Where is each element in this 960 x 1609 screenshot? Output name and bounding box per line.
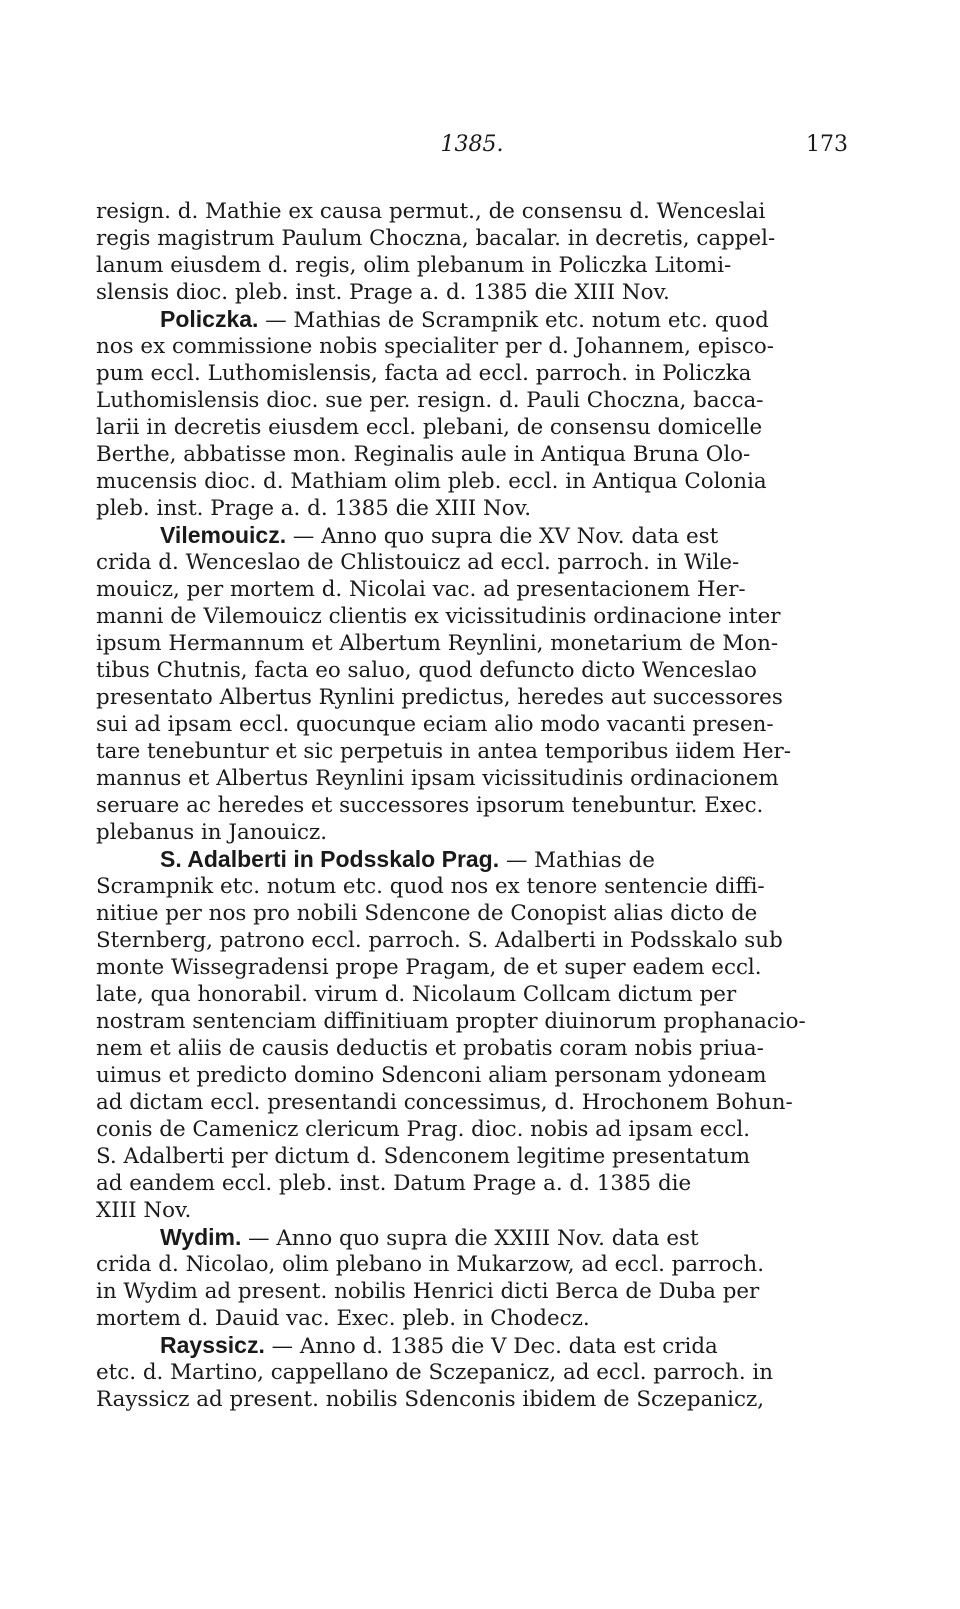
text-line <box>96 1224 848 1251</box>
line-text: pum eccl. Luthomislensis, facta ad eccl. parroch. in Policzka <box>96 361 752 386</box>
text-line <box>96 306 848 333</box>
text-line <box>96 630 848 657</box>
line-text: mucensis dioc. d. Mathiam olim pleb. eccl. in Antiqua Colonia <box>96 469 767 494</box>
line-text: — Anno quo supra die XV Nov. data est <box>286 524 719 549</box>
text-line <box>96 954 848 981</box>
text-line <box>96 603 848 630</box>
text-line <box>96 981 848 1008</box>
line-text: sui ad ipsam eccl. quocunque eciam alio modo vacanti presen- <box>96 712 774 737</box>
text-line <box>96 711 848 738</box>
line-text: uimus et predicto domino Sdenconi aliam personam ydoneam <box>96 1063 767 1088</box>
text-line <box>96 387 848 414</box>
text-line <box>96 1197 848 1224</box>
line-text: Rayssicz ad present. nobilis Sdenconis ibidem de Sczepanicz, <box>96 1387 765 1412</box>
text-line <box>96 441 848 468</box>
text-line <box>96 1143 848 1170</box>
line-text: Luthomislensis dioc. sue per. resign. d. Pauli Choczna, bacca- <box>96 388 764 413</box>
line-text: Sternberg, patrono eccl. parroch. S. Adalberti in Podsskalo sub <box>96 928 783 953</box>
text-line <box>96 819 848 846</box>
body-text <box>96 198 848 1413</box>
line-text: mortem d. Dauid vac. Exec. pleb. in Chodecz. <box>96 1306 590 1331</box>
line-text: nem et aliis de causis deductis et probatis coram nobis priua- <box>96 1036 764 1061</box>
line-text: ipsum Hermannum et Albertum Reynlini, monetarium de Mon- <box>96 631 779 656</box>
text-line <box>96 495 848 522</box>
line-text: — Mathias de Scrampnik etc. notum etc. quod <box>258 308 769 333</box>
text-line <box>96 1359 848 1386</box>
text-line <box>96 225 848 252</box>
text-line <box>96 279 848 306</box>
line-text: lanum eiusdem d. regis, olim plebanum in Policzka Litomi- <box>96 253 732 278</box>
text-line <box>96 1386 848 1413</box>
text-line <box>96 252 848 279</box>
entry-heading: Rayssicz. <box>160 1332 265 1358</box>
text-line <box>96 846 848 873</box>
line-text: slensis dioc. pleb. inst. Prage a. d. 1385 die XIII Nov. <box>96 280 670 305</box>
text-line <box>96 1062 848 1089</box>
text-line <box>96 333 848 360</box>
line-text: tibus Chutnis, facta eo saluo, quod defuncto dicto Wenceslao <box>96 658 757 683</box>
line-text: monte Wissegradensi prope Pragam, de et super eadem eccl. <box>96 955 762 980</box>
running-header <box>96 132 848 162</box>
text-line <box>96 927 848 954</box>
text-line <box>96 684 848 711</box>
line-text: in Wydim ad present. nobilis Henrici dicti Berca de Duba per <box>96 1279 760 1304</box>
line-text: crida d. Wenceslao de Chlistouicz ad eccl. parroch. in Wile- <box>96 550 740 575</box>
entry-heading: Policzka. <box>160 306 259 332</box>
line-text: ad eandem eccl. pleb. inst. Datum Prage a. d. 1385 die <box>96 1171 692 1196</box>
line-text: Berthe, abbatisse mon. Reginalis aule in Antiqua Bruna Olo- <box>96 442 751 467</box>
line-text: nitiue per nos pro nobili Sdencone de Conopist alias dicto de <box>96 901 758 926</box>
text-line <box>96 1116 848 1143</box>
line-text: mannus et Albertus Reynlini ipsam vicissitudinis ordinacionem <box>96 766 779 791</box>
line-text: — Anno d. 1385 die V Dec. data est crida <box>264 1334 718 1359</box>
text-line <box>96 522 848 549</box>
text-line <box>96 198 848 225</box>
line-text: pleb. inst. Prage a. d. 1385 die XIII Nov. <box>96 496 531 521</box>
text-line <box>96 873 848 900</box>
text-line <box>96 468 848 495</box>
text-line <box>96 900 848 927</box>
line-text: resign. d. Mathie ex causa permut., de consensu d. Wenceslai <box>96 199 766 224</box>
line-text: regis magistrum Paulum Choczna, bacalar. in decretis, cappel- <box>96 226 776 251</box>
text-line <box>96 1305 848 1332</box>
text-line <box>96 414 848 441</box>
text-line <box>96 576 848 603</box>
line-text: XIII Nov. <box>96 1198 192 1223</box>
line-text: nos ex commissione nobis specialiter per d. Johannem, episco- <box>96 334 774 359</box>
text-line <box>96 1035 848 1062</box>
line-text: manni de Vilemouicz clientis ex vicissitudinis ordinacione inter <box>96 604 781 629</box>
line-text: ad dictam eccl. presentandi concessimus, d. Hrochonem Bohun- <box>96 1090 793 1115</box>
line-text: conis de Camenicz clericum Prag. dioc. nobis ad ipsam eccl. <box>96 1117 750 1142</box>
text-line <box>96 765 848 792</box>
text-line <box>96 1332 848 1359</box>
page-number: 173 <box>806 132 848 157</box>
text-line <box>96 1251 848 1278</box>
line-text: S. Adalberti per dictum d. Sdenconem legitime presentatum <box>96 1144 751 1169</box>
text-line <box>96 360 848 387</box>
text-line <box>96 1278 848 1305</box>
line-text: presentato Albertus Rynlini predictus, heredes aut successores <box>96 685 783 710</box>
line-text: etc. d. Martino, cappellano de Sczepanicz, ad eccl. parroch. in <box>96 1360 774 1385</box>
line-text: plebanus in Janouicz. <box>96 820 328 845</box>
line-text: seruare ac heredes et successores ipsorum tenebuntur. Exec. <box>96 793 764 818</box>
line-text: Scrampnik etc. notum etc. quod nos ex tenore sentencie diffi- <box>96 874 765 899</box>
text-line <box>96 792 848 819</box>
line-text: mouicz, per mortem d. Nicolai vac. ad presentacionem Her- <box>96 577 746 602</box>
entry-heading: Wydim. <box>160 1224 242 1250</box>
text-line <box>96 657 848 684</box>
text-line <box>96 1170 848 1197</box>
text-line <box>96 738 848 765</box>
entry-heading: S. Adalberti in Podsskalo Prag. <box>160 846 500 872</box>
text-line <box>96 1008 848 1035</box>
line-text: crida d. Nicolao, olim plebano in Mukarzow, ad eccl. parroch. <box>96 1252 764 1277</box>
line-text: nostram sentenciam diffinitiuam propter diuinorum prophanacio- <box>96 1009 806 1034</box>
line-text: — Mathias de <box>499 848 655 873</box>
entry-heading: Vilemouicz. <box>160 522 287 548</box>
line-text: late, qua honorabil. virum d. Nicolaum Collcam dictum per <box>96 982 737 1007</box>
text-line <box>96 549 848 576</box>
line-text: — Anno quo supra die XXIII Nov. data est <box>241 1226 699 1251</box>
line-text: tare tenebuntur et sic perpetuis in antea temporibus iidem Her- <box>96 739 791 764</box>
running-header-year: 1385. <box>440 132 504 157</box>
text-line <box>96 1089 848 1116</box>
line-text: larii in decretis eiusdem eccl. plebani, de consensu domicelle <box>96 415 763 440</box>
